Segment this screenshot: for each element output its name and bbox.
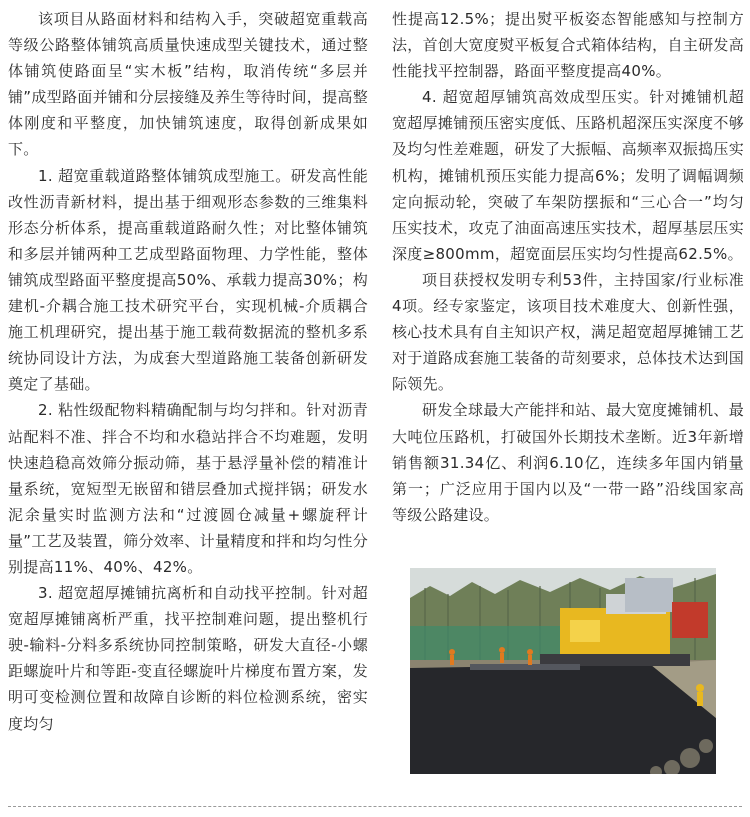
- item3-paragraph: 3. 超宽超厚摊铺抗离析和自动找平控制。针对超宽超厚摊铺离析严重，找平控制难问题，提出整机行驶-输料-分料多系统协同控制策略，研发大直径-小螺距螺旋叶片和等距-变直径螺旋叶片梯度布置方案，发明可变检测位置和故障自诊断的料位检测系统，密实度均匀: [8, 584, 368, 733]
- item1-paragraph: 1. 超宽重载道路整体铺筑成型施工。研发高性能改性沥青新材料，提出基于细观形态参数的三维集料形态分析体系，提高重载道路耐久性；对比整体铺筑和多层并铺两种工艺成型路面物理、力学性能，整体铺筑成型路面平整度提高50%、承载力提高30%；构建机-介耦合施工技术研究平台，实现机械-介质耦合施工机理研究，提出基于施工载荷数据流的整机多系统协同设计方法，为成套大型道路施工装备创新研发奠定了基础。: [8, 166, 368, 394]
- truck-cab: [672, 602, 708, 638]
- paving-scene-illustration: [410, 568, 716, 774]
- paving-site-photo: [410, 568, 716, 774]
- item3-continued-paragraph: 性提高12.5%；提出熨平板姿态智能感知与控制方法，首创大宽度熨平板复合式箱体结构，自主研发高性能找平控制器，路面平整度提高40%。: [392, 10, 744, 81]
- dump-truck-bed: [625, 578, 673, 612]
- bottom-divider: [8, 806, 742, 807]
- fresh-asphalt: [410, 664, 716, 774]
- paver-panel: [570, 620, 600, 642]
- item2-paragraph: 2. 粘性级配物料精确配制与均匀拌和。针对沥青站配料不准、拌合不均和水稳站拌合不均难题，发明快速趋稳高效筛分振动筛，基于悬浮量补偿的精准计量系统，宽短型无嵌留和错层叠加式搅拌锅；研发水泥余量实时监测方法和“过渡圆仓减量+螺旋秤计量”工艺及装置，筛分效率、计量精度和拌和均匀性分别提高11%、40%、42%。: [8, 401, 368, 576]
- market-paragraph: 研发全球最大产能拌和站、最大宽度摊铺机、最大吨位压路机，打破国外长期技术垄断。近3年新增销售额31.34亿、利润6.10亿，连续多年国内销量第一；广泛应用于国内以及“一带一路”沿线国家高等级公路建设。: [392, 401, 744, 524]
- green-net: [410, 626, 560, 660]
- intro-paragraph: 该项目从路面材料和结构入手，突破超宽重载高等级公路整体铺筑高质量快速成型关键技术，通过整体铺筑使路面呈“实木板”结构，取消传统“多层并铺”成型路面并铺和分层接缝及养生等待时间，提高整体刚度和平整度，加快铺筑速度，取得创新成果如下。: [8, 10, 368, 159]
- right-column: [392, 6, 744, 528]
- left-column: [8, 6, 368, 737]
- screed-extension: [470, 664, 580, 670]
- patents-paragraph: 项目获授权发明专利53件，主持国家/行业标准4项。经专家鉴定，该项目技术难度大、创新性强，核心技术具有自主知识产权，满足超宽超厚摊铺工艺对于道路成套施工装备的苛刻要求，总体技术达到国际领先。: [392, 270, 744, 394]
- item4-paragraph: 4. 超宽超厚铺筑高效成型压实。针对摊铺机超宽超厚摊铺预压密实度低、压路机超深压实深度不够及均匀性差难题，研发了大振幅、高频率双振捣压实机构，摊铺机预压实能力提高6%；发明了调幅调频定向振动轮，突破了车架防摆振和“三心合一”均匀压实技术，攻克了油面高速压实技术，超厚基层压实深度≥800mm，超宽面层压实均匀性提高62.5%。: [392, 88, 744, 263]
